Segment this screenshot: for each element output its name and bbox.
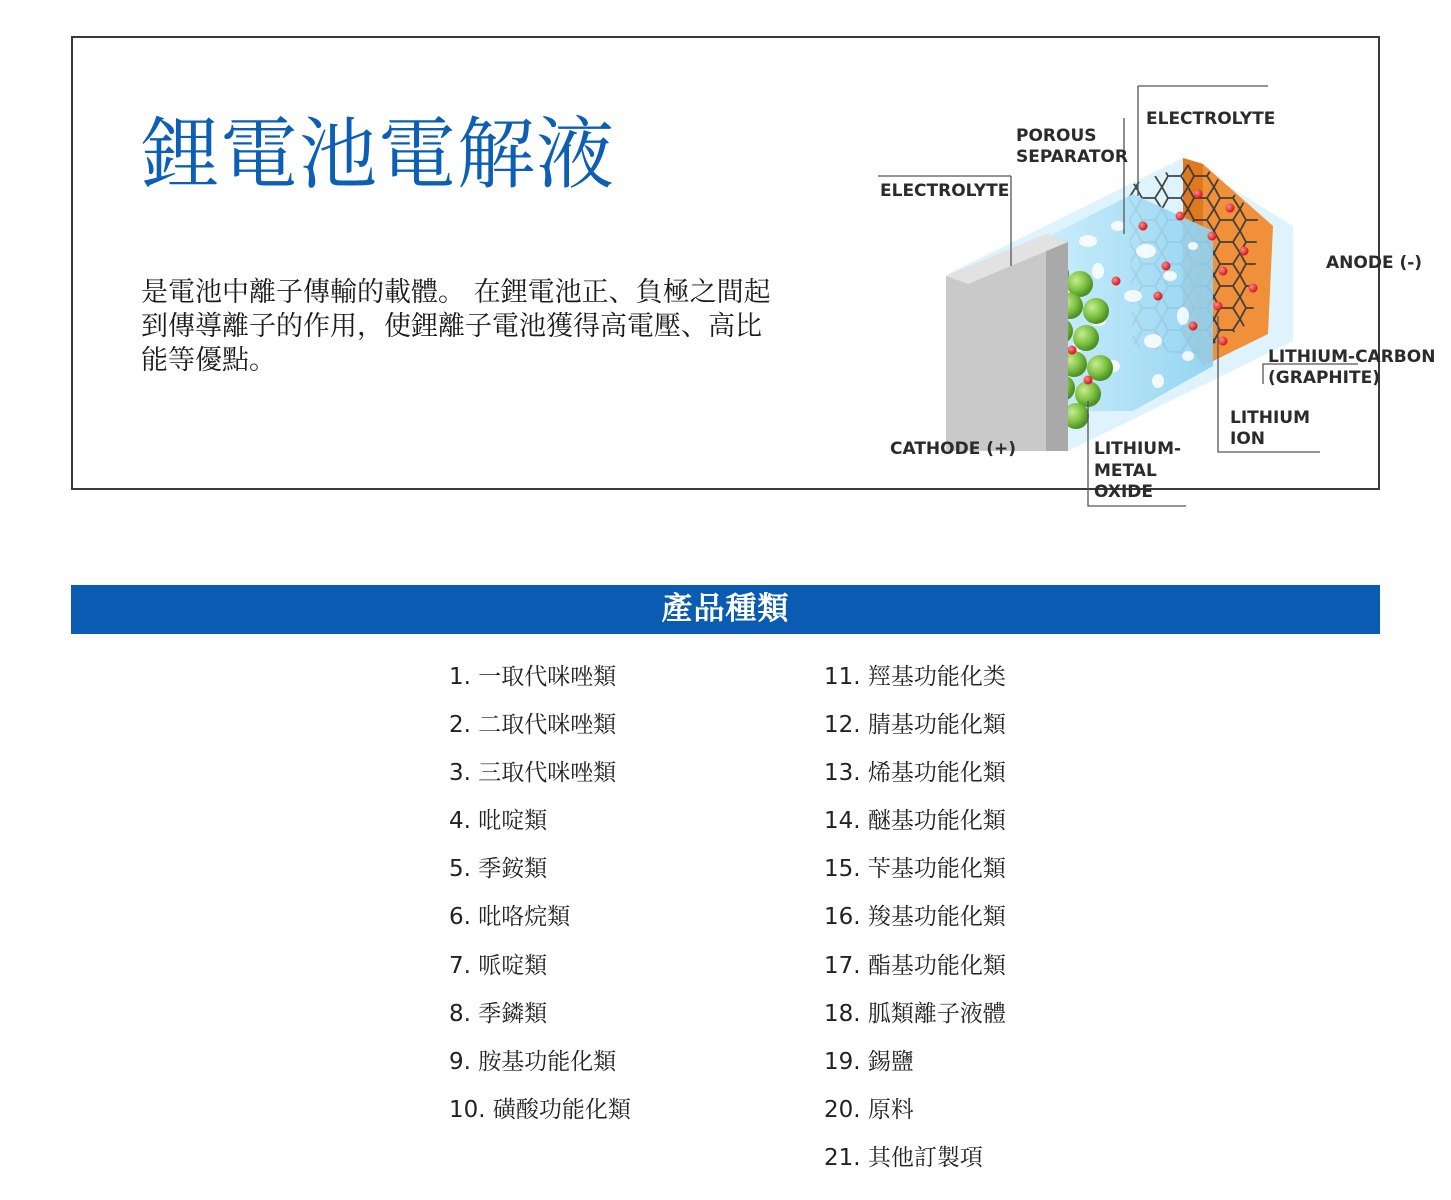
product-item: 19. 錫鹽 bbox=[824, 1048, 914, 1075]
product-item: 3. 三取代咪唑類 bbox=[449, 760, 617, 787]
product-item: 15. 苄基功能化類 bbox=[824, 856, 1006, 883]
label-porous-1: POROUS bbox=[1016, 126, 1097, 146]
product-item: 14. 醚基功能化類 bbox=[824, 808, 1006, 835]
product-item: 12. 腈基功能化類 bbox=[824, 712, 1006, 739]
product-item: 18. 胍類離子液體 bbox=[824, 1000, 1006, 1027]
product-item: 10. 磺酸功能化類 bbox=[449, 1096, 631, 1123]
product-item: 9. 胺基功能化類 bbox=[449, 1048, 617, 1075]
hero-panel bbox=[71, 36, 1436, 502]
product-types-heading: 產品種類 bbox=[71, 585, 1380, 634]
product-item: 2. 二取代咪唑類 bbox=[449, 712, 617, 739]
product-item: 6. 吡咯烷類 bbox=[449, 904, 571, 931]
product-item: 16. 羧基功能化類 bbox=[824, 904, 1006, 931]
label-lithium-ion-2: ION bbox=[1230, 429, 1266, 449]
label-lmo-2: METAL bbox=[1094, 461, 1157, 481]
label-cathode: CATHODE (+) bbox=[890, 439, 1017, 459]
product-item: 7. 哌啶類 bbox=[449, 952, 548, 979]
product-item: 21. 其他訂製項 bbox=[824, 1144, 983, 1171]
page-title: 鋰電池電解液 bbox=[141, 110, 616, 200]
product-item: 5. 季銨類 bbox=[449, 856, 548, 883]
label-lithium-carbon-1: LITHIUM-CARBON bbox=[1268, 347, 1436, 367]
product-list-column-2 bbox=[824, 658, 1006, 1187]
label-electrolyte-left: ELECTROLYTE bbox=[880, 181, 1010, 201]
label-lithium-ion-1: LITHIUM bbox=[1230, 408, 1311, 428]
label-lithium-carbon-2: (GRAPHITE) bbox=[1268, 368, 1380, 388]
label-electrolyte-top: ELECTROLYTE bbox=[1146, 109, 1276, 129]
battery-diagram bbox=[798, 66, 1436, 502]
label-lmo-3: OXIDE bbox=[1094, 482, 1154, 502]
product-item: 17. 酯基功能化類 bbox=[824, 952, 1006, 979]
product-item: 13. 烯基功能化類 bbox=[824, 760, 1006, 787]
product-item: 11. 羥基功能化类 bbox=[824, 664, 1006, 690]
product-list-column-1 bbox=[449, 658, 631, 1139]
product-item: 20. 原料 bbox=[824, 1096, 914, 1123]
label-lmo-1: LITHIUM- bbox=[1094, 439, 1182, 459]
label-anode: ANODE (-) bbox=[1326, 253, 1423, 273]
product-item: 1. 一取代咪唑類 bbox=[449, 664, 617, 690]
product-item: 8. 季鏻類 bbox=[449, 1000, 548, 1027]
hero-description: 是電池中離子傳輸的載體。 在鋰電池正、負極之間起到傳導離子的作用，使鋰離子電池獲得高電壓、高比能等優點。 bbox=[141, 277, 771, 376]
label-porous-2: SEPARATOR bbox=[1016, 147, 1128, 167]
product-item: 4. 吡啶類 bbox=[449, 808, 548, 835]
